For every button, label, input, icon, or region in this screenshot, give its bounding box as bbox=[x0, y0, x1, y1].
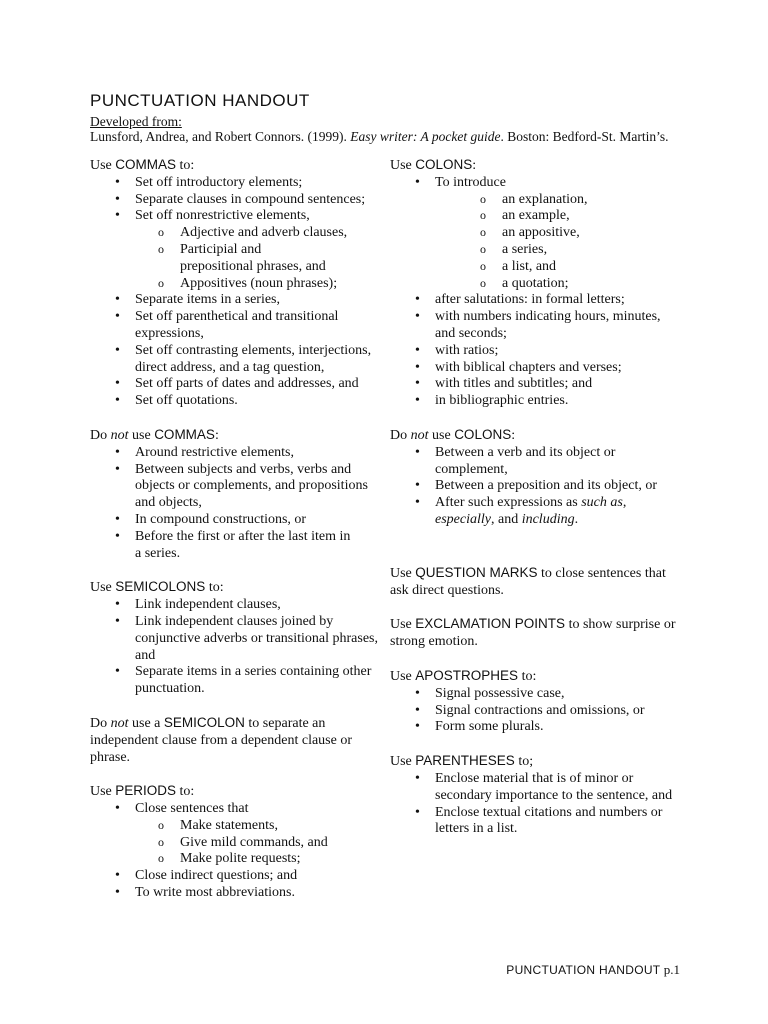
text-keyword: QUESTION MARKS bbox=[415, 564, 538, 580]
list-item-emphasis: especially bbox=[435, 511, 491, 527]
source-label: Developed from: bbox=[90, 114, 182, 129]
heading-prefix: Do bbox=[390, 427, 411, 443]
list-item: • Between a preposition and its object, or bbox=[390, 478, 680, 495]
periods-section bbox=[90, 783, 380, 902]
section-heading bbox=[390, 157, 680, 175]
list-item-text: . bbox=[574, 511, 579, 527]
citation bbox=[90, 129, 668, 145]
list-item: • with ratios; bbox=[390, 343, 680, 360]
list-item-emphasis: such as bbox=[581, 495, 623, 511]
parentheses-section bbox=[390, 753, 680, 838]
list-item-text: After such expressions as bbox=[435, 495, 582, 511]
list-item: • Separate items in a series, bbox=[90, 292, 380, 309]
section-heading bbox=[90, 427, 380, 445]
commas-section bbox=[90, 157, 380, 410]
section-heading bbox=[390, 427, 680, 445]
list-item: • Separate clauses in compound sentences; bbox=[90, 192, 380, 209]
sub-list-item: o Adjective and adverb clauses, bbox=[135, 225, 380, 242]
heading-keyword: PERIODS bbox=[115, 783, 177, 799]
section-heading bbox=[390, 668, 680, 686]
list-item: • Enclose material that is of minor or secondary importance to the sentence, and bbox=[390, 771, 680, 805]
list-item bbox=[90, 801, 380, 868]
semicolons-section bbox=[90, 579, 380, 698]
list-item-text: , and bbox=[490, 511, 522, 527]
list-item: • Set off parts of dates and addresses, and bbox=[90, 376, 380, 393]
heading-suffix: : bbox=[472, 158, 477, 173]
list-item: • with titles and subtitles; and bbox=[390, 376, 680, 393]
list-item: • Separate items in a series containing other punctuation. bbox=[90, 664, 380, 698]
heading-emphasis: not bbox=[110, 427, 129, 443]
sub-list-item: o Give mild commands, and bbox=[135, 835, 380, 852]
section-heading bbox=[90, 783, 380, 801]
bullet-list bbox=[390, 445, 680, 529]
bullet-list bbox=[390, 175, 680, 410]
text-suffix: to close sentences that ask direct questions. bbox=[390, 565, 666, 598]
not-commas-section bbox=[90, 427, 380, 562]
paragraph bbox=[390, 616, 680, 651]
text-prefix: Do bbox=[90, 715, 111, 731]
text-suffix: to show surprise or strong emotion. bbox=[390, 617, 676, 650]
text-prefix: Use bbox=[390, 617, 416, 633]
sub-list-item: o a quotation; bbox=[457, 276, 680, 293]
exclamation-section bbox=[390, 616, 680, 651]
text-mid: use a bbox=[128, 715, 164, 731]
text-suffix: to separate an independent clause from a dependent clause or phrase. bbox=[90, 715, 353, 765]
sub-list-item: o a list, and bbox=[457, 259, 680, 276]
text-prefix: Use bbox=[390, 565, 416, 581]
left-column bbox=[90, 157, 380, 919]
heading-keyword: COMMAS bbox=[154, 426, 215, 442]
heading-suffix: to: bbox=[518, 668, 537, 684]
heading-suffix: to: bbox=[176, 158, 195, 173]
heading-suffix: to; bbox=[514, 754, 534, 770]
heading-prefix: Use bbox=[390, 668, 416, 684]
list-item: • Set off introductory elements; bbox=[90, 175, 380, 192]
section-heading bbox=[90, 157, 380, 175]
list-item: • with biblical chapters and verses; bbox=[390, 360, 680, 377]
page-title: PUNCTUATION HANDOUT bbox=[90, 91, 310, 110]
page-number: p.1 bbox=[663, 962, 680, 977]
heading-keyword: SEMICOLONS bbox=[115, 579, 206, 595]
heading-suffix: : bbox=[214, 427, 219, 443]
section-heading bbox=[390, 753, 680, 771]
heading-prefix: Use bbox=[90, 580, 116, 596]
bullet-list bbox=[90, 175, 380, 410]
bullet-list bbox=[90, 445, 380, 563]
sub-list-item: o a series, bbox=[457, 242, 680, 259]
sub-list-item: o Make statements, bbox=[135, 818, 380, 835]
footer-label: PUNCTUATION HANDOUT bbox=[506, 963, 661, 977]
list-item: • Form some plurals. bbox=[390, 719, 680, 736]
list-item: • in bibliographic entries. bbox=[390, 393, 680, 410]
list-item: • Link independent clauses joined by conjunctive adverbs or transitional phrases, and bbox=[90, 614, 380, 664]
page-footer bbox=[506, 962, 680, 978]
list-item: • Set off parenthetical and transitional expressions, bbox=[90, 309, 340, 343]
list-item-emphasis: including bbox=[521, 511, 575, 527]
text-emphasis: not bbox=[110, 715, 129, 731]
apostrophes-section bbox=[390, 668, 680, 736]
list-item bbox=[90, 208, 380, 292]
bullet-list bbox=[90, 801, 380, 902]
paragraph bbox=[90, 715, 380, 766]
list-item-text: , bbox=[622, 495, 627, 511]
heading-keyword: COMMAS bbox=[115, 157, 177, 172]
list-item: • Before the first or after the last item in a series. bbox=[90, 529, 360, 563]
list-item-text: To introduce bbox=[435, 174, 506, 190]
list-item: • Signal contractions and omissions, or bbox=[390, 703, 680, 720]
heading-suffix: to: bbox=[176, 784, 195, 800]
list-item-text: Set off nonrestrictive elements, bbox=[135, 208, 310, 224]
list-item: • Enclose textual citations and numbers or letters in a list. bbox=[390, 805, 680, 839]
heading-mid: use bbox=[128, 427, 155, 443]
list-item-text: Close sentences that bbox=[135, 801, 249, 817]
list-item: • with numbers indicating hours, minutes, and seconds; bbox=[390, 309, 680, 343]
paragraph bbox=[390, 565, 680, 600]
right-column bbox=[390, 157, 680, 855]
sub-list-item: o an appositive, bbox=[457, 225, 680, 242]
heading-prefix: Use bbox=[390, 754, 416, 770]
list-item bbox=[390, 175, 680, 293]
list-item: • Link independent clauses, bbox=[90, 597, 380, 614]
question-marks-section bbox=[390, 565, 680, 600]
list-item: • Between a verb and its object or complement, bbox=[390, 445, 680, 479]
sub-list bbox=[135, 818, 380, 868]
list-item: • Set off quotations. bbox=[90, 393, 380, 410]
sub-list-item: o an explanation, bbox=[457, 192, 680, 209]
colons-section bbox=[390, 157, 680, 410]
heading-keyword: APOSTROPHES bbox=[415, 667, 519, 683]
citation-authors: Lunsford, Andrea, and Robert Connors. (1999). bbox=[90, 129, 351, 144]
list-item: • Around restrictive elements, bbox=[90, 445, 380, 462]
sub-list-item: o Participial and prepositional phrases, and bbox=[135, 242, 330, 276]
bullet-list bbox=[390, 686, 680, 736]
heading-keyword: PARENTHESES bbox=[415, 753, 515, 769]
sub-list-item: o an example, bbox=[457, 208, 680, 225]
list-item: • To write most abbreviations. bbox=[90, 885, 380, 902]
text-keyword: EXCLAMATION POINTS bbox=[415, 616, 566, 632]
list-item: • Signal possessive case, bbox=[390, 686, 680, 703]
heading-keyword: COLONS bbox=[415, 157, 473, 172]
citation-publisher: . Boston: Bedford-St. Martin’s. bbox=[500, 129, 669, 144]
citation-title: Easy writer: A pocket guide bbox=[350, 129, 501, 144]
sub-list bbox=[435, 192, 680, 293]
sub-list-item: o Appositives (noun phrases); bbox=[135, 276, 380, 293]
bullet-list bbox=[90, 597, 380, 698]
heading-prefix: Use bbox=[90, 158, 116, 173]
heading-emphasis: not bbox=[410, 427, 429, 443]
not-semicolon-section bbox=[90, 715, 380, 766]
section-heading bbox=[90, 579, 380, 597]
not-colons-section bbox=[390, 427, 680, 529]
heading-prefix: Use bbox=[90, 784, 116, 800]
heading-suffix: to: bbox=[205, 580, 224, 596]
heading-prefix: Use bbox=[390, 158, 416, 173]
list-item bbox=[390, 495, 680, 529]
list-item: • Set off contrasting elements, interjections, direct address, and a tag question, bbox=[90, 343, 380, 377]
list-item: • Between subjects and verbs, verbs and objects or complements, and propositions and objects, bbox=[90, 462, 380, 512]
heading-prefix: Do bbox=[90, 427, 111, 443]
bullet-list bbox=[390, 771, 680, 838]
heading-keyword: COLONS bbox=[454, 426, 512, 442]
heading-mid: use bbox=[428, 427, 455, 443]
list-item: • In compound constructions, or bbox=[90, 512, 380, 529]
sub-list-item: o Make polite requests; bbox=[135, 851, 380, 868]
heading-suffix: : bbox=[511, 427, 516, 443]
list-item: • after salutations: in formal letters; bbox=[390, 292, 680, 309]
sub-list bbox=[135, 225, 380, 292]
text-keyword: SEMICOLON bbox=[163, 714, 245, 730]
list-item: • Close indirect questions; and bbox=[90, 868, 380, 885]
